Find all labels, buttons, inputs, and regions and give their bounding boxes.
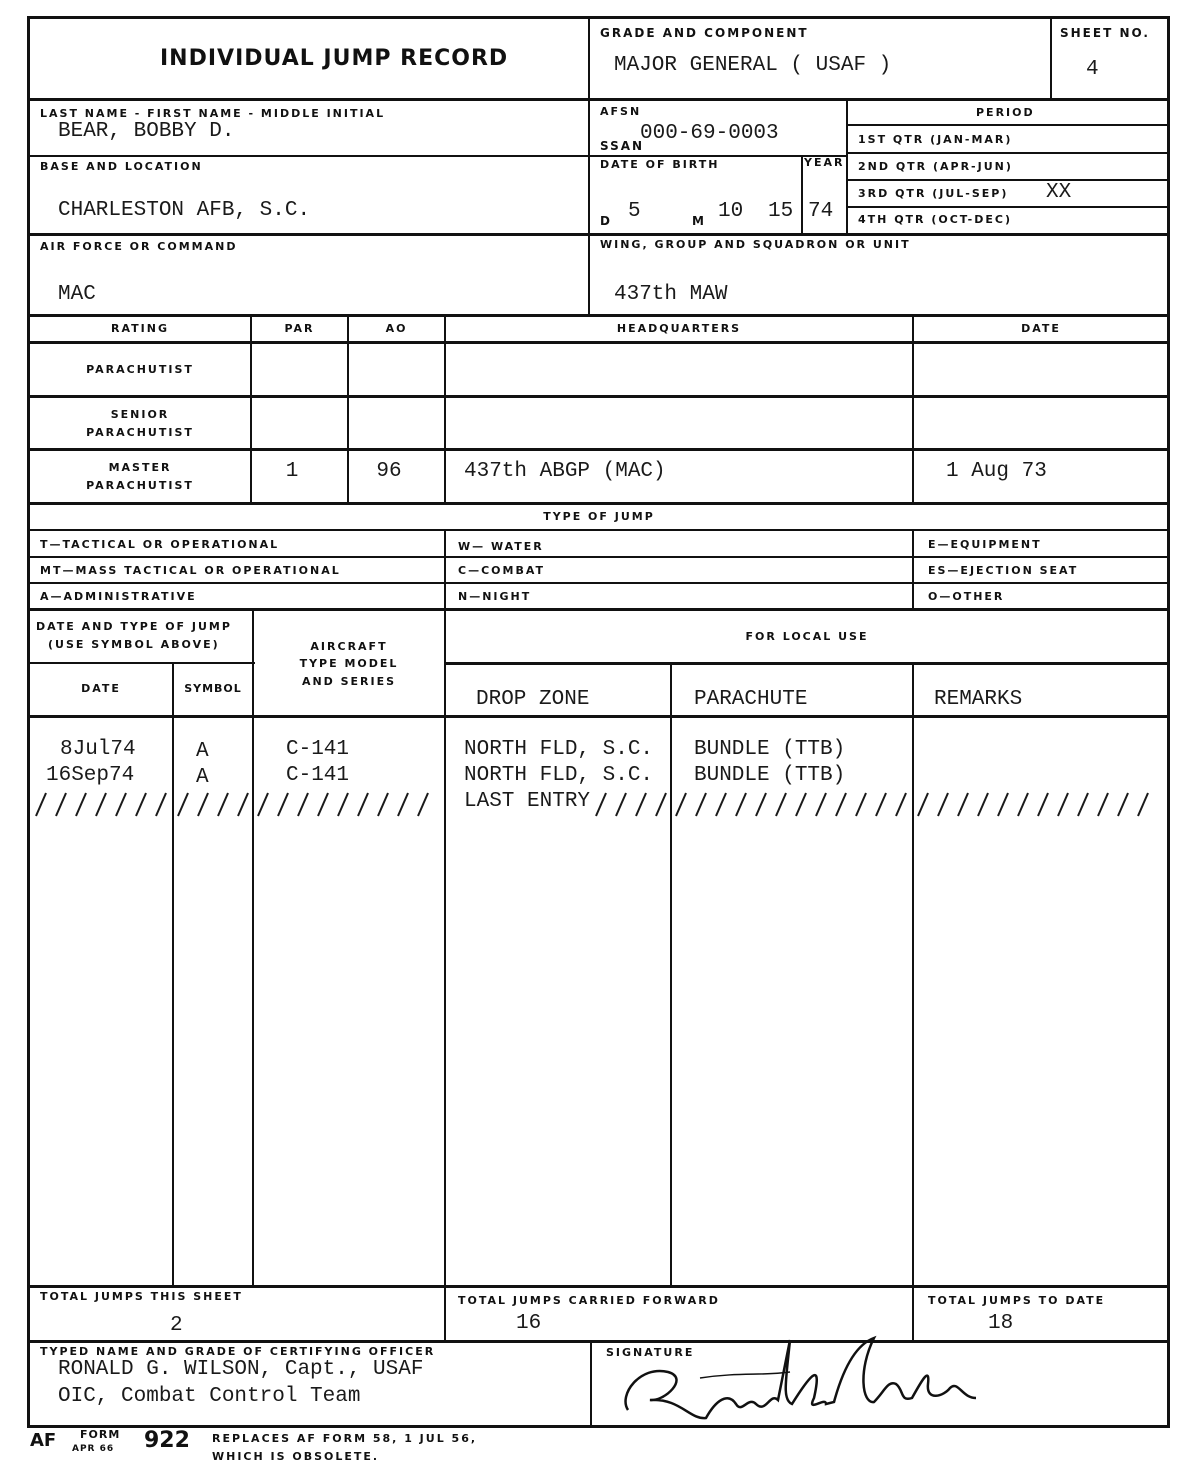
afsn-label: AFSN (600, 105, 642, 118)
closing-slash (656, 793, 666, 816)
closing-slash (676, 793, 686, 816)
closing-slash (1038, 793, 1048, 816)
jump-date: 8Jul74 (60, 738, 136, 761)
type-of-jump-title: TYPE OF JUMP (543, 510, 655, 523)
hq-header: HEADQUARTERS (616, 322, 742, 335)
closing-slash (716, 793, 726, 816)
closing-slash (896, 793, 906, 816)
base-value: CHARLESTON AFB, S.C. (58, 199, 311, 222)
period-q3: 3RD QTR (JUL-SEP) (858, 187, 1009, 200)
wing-value: 437th MAW (614, 283, 728, 306)
dob-d-value: 5 (628, 200, 641, 223)
jump-parachute: BUNDLE (TTB) (694, 764, 846, 787)
jump-aircraft: C-141 (286, 764, 350, 787)
total-forward-value: 16 (516, 1312, 542, 1335)
grade-label: GRADE AND COMPONENT (600, 26, 809, 40)
footer-form-label: FORM (80, 1428, 121, 1441)
remarks-header: REMARKS (934, 688, 1023, 711)
form-title: INDIVIDUAL JUMP RECORD (160, 46, 509, 71)
total-sheet-value: 2 (170, 1314, 183, 1337)
master-hq: 437th ABGP (MAC) (464, 460, 666, 483)
closing-slash (338, 793, 348, 816)
closing-slash (918, 793, 928, 816)
date-type-header-line1: DATE AND TYPE OF JUMP (36, 620, 232, 633)
rating-senior-line2: PARACHUTIST (86, 426, 194, 439)
closing-slash (756, 793, 766, 816)
jump-parachute: BUNDLE (TTB) (694, 738, 846, 761)
log-date-header: DATE (81, 682, 121, 695)
rating-senior-line1: SENIOR (110, 408, 170, 421)
local-use-header: FOR LOCAL USE (745, 630, 869, 643)
closing-slash (958, 793, 968, 816)
closing-slash (856, 793, 866, 816)
closing-slash (418, 793, 428, 816)
dob-year-value: 74 (808, 200, 834, 223)
closing-slash (56, 793, 66, 816)
closing-slash (998, 793, 1008, 816)
rating-parachutist: PARACHUTIST (86, 363, 194, 376)
closing-slash (1138, 793, 1148, 816)
type-w: W— WATER (458, 540, 544, 553)
closing-slash (378, 793, 388, 816)
rating-master-line2: PARACHUTIST (86, 479, 194, 492)
closing-slash (258, 793, 268, 816)
closing-slash (636, 793, 646, 816)
closing-slash (1098, 793, 1108, 816)
dob-m-value: 10 (718, 200, 744, 223)
closing-slash (116, 793, 126, 816)
closing-slash (1058, 793, 1068, 816)
period-label: PERIOD (976, 106, 1035, 119)
jump-aircraft: C-141 (286, 738, 350, 761)
type-o: O—OTHER (928, 590, 1005, 603)
closing-slash (978, 793, 988, 816)
closing-slash (1018, 793, 1028, 816)
date-header: DATE (1021, 322, 1061, 335)
certifier-label: TYPED NAME AND GRADE OF CERTIFYING OFFICER (40, 1345, 436, 1358)
last-entry: LAST ENTRY (464, 790, 591, 813)
master-date: 1 Aug 73 (946, 460, 1047, 483)
closing-slash (596, 793, 606, 816)
total-date-value: 18 (988, 1312, 1014, 1335)
command-label: AIR FORCE OR COMMAND (40, 240, 238, 253)
dob-m-label: M (692, 214, 706, 228)
footer-form-date: APR 66 (72, 1444, 115, 1454)
ssan-value: 000-69-0003 (640, 122, 779, 145)
master-ao: 96 (376, 460, 402, 483)
closing-slash (836, 793, 846, 816)
closing-slash (218, 793, 228, 816)
dob-d-label: D (600, 214, 612, 228)
dob-label: DATE OF BIRTH (600, 158, 720, 171)
closing-slash (96, 793, 106, 816)
closing-slash (136, 793, 146, 816)
closing-slash (36, 793, 46, 816)
type-e: E—EQUIPMENT (928, 538, 1042, 551)
parachute-header: PARACHUTE (694, 688, 808, 711)
closing-slash (876, 793, 886, 816)
total-forward-label: TOTAL JUMPS CARRIED FORWARD (458, 1294, 720, 1307)
dob-y-value: 15 (768, 200, 794, 223)
jump-symbol: A (196, 740, 209, 763)
type-mt: MT—MASS TACTICAL OR OPERATIONAL (40, 564, 341, 577)
period-q2: 2ND QTR (APR-JUN) (858, 160, 1013, 173)
closing-slash (156, 793, 166, 816)
type-es: ES—EJECTION SEAT (928, 564, 1079, 577)
grade-value: MAJOR GENERAL ( USAF ) (614, 54, 892, 77)
rating-master-line1: MASTER (108, 461, 172, 474)
type-a: A—ADMINISTRATIVE (40, 590, 197, 603)
ao-header: AO (385, 322, 408, 335)
closing-slash (938, 793, 948, 816)
closing-slash (696, 793, 706, 816)
closing-slash (816, 793, 826, 816)
aircraft-header-line3: AND SERIES (301, 675, 397, 688)
type-n: N—NIGHT (458, 590, 532, 603)
jump-symbol: A (196, 766, 209, 789)
dob-year-label: YEAR (804, 156, 845, 169)
date-type-header-line2: (USE SYMBOL ABOVE) (48, 638, 220, 651)
closing-slash (238, 793, 248, 816)
closing-slash (358, 793, 368, 816)
sheet-value: 4 (1086, 58, 1099, 81)
type-t: T—TACTICAL OR OPERATIONAL (40, 538, 280, 551)
closing-slash (398, 793, 408, 816)
total-date-label: TOTAL JUMPS TO DATE (928, 1294, 1106, 1307)
jump-date: 16Sep74 (46, 764, 135, 787)
footer-replaces-line1: REPLACES AF FORM 58, 1 JUL 56, (212, 1432, 478, 1445)
type-c: C—COMBAT (458, 564, 545, 577)
master-par: 1 (285, 460, 299, 483)
drop-zone-header: DROP ZONE (476, 688, 590, 711)
aircraft-header-line1: AIRCRAFT (310, 640, 388, 653)
wing-label: WING, GROUP AND SQUADRON OR UNIT (600, 238, 911, 251)
command-value: MAC (58, 283, 96, 306)
name-label: LAST NAME - FIRST NAME - MIDDLE INITIAL (40, 107, 386, 120)
certifier-line2: OIC, Combat Control Team (58, 1385, 361, 1408)
closing-slash (616, 793, 626, 816)
ssan-label: SSAN (600, 139, 645, 153)
period-mark: XX (1046, 181, 1072, 204)
closing-slash (298, 793, 308, 816)
signature-label: SIGNATURE (606, 1346, 695, 1359)
base-label: BASE AND LOCATION (40, 160, 203, 173)
certifier-line1: RONALD G. WILSON, Capt., USAF (58, 1358, 424, 1381)
rating-header: RATING (111, 322, 169, 335)
name-value: BEAR, BOBBY D. (58, 120, 235, 143)
closing-slash (318, 793, 328, 816)
closing-slash (198, 793, 208, 816)
aircraft-header-line2: TYPE MODEL (299, 657, 399, 670)
jump-drop-zone: NORTH FLD, S.C. (464, 738, 654, 761)
closing-slash (736, 793, 746, 816)
closing-slash (796, 793, 806, 816)
total-sheet-label: TOTAL JUMPS THIS SHEET (40, 1290, 243, 1303)
closing-slash (1118, 793, 1128, 816)
closing-slash (776, 793, 786, 816)
closing-slash (178, 793, 188, 816)
footer-replaces-line2: WHICH IS OBSOLETE. (212, 1450, 380, 1463)
par-header: PAR (284, 322, 315, 335)
period-q4: 4TH QTR (OCT-DEC) (858, 213, 1012, 226)
footer-form-number: 922 (144, 1428, 190, 1453)
closing-slash (76, 793, 86, 816)
closing-slash (1078, 793, 1088, 816)
sheet-label: SHEET NO. (1060, 26, 1150, 40)
period-q1: 1ST QTR (JAN-MAR) (858, 133, 1013, 146)
closing-slash (278, 793, 288, 816)
log-symbol-header: SYMBOL (184, 682, 242, 695)
footer-af: AF (30, 1430, 57, 1451)
jump-drop-zone: NORTH FLD, S.C. (464, 764, 654, 787)
